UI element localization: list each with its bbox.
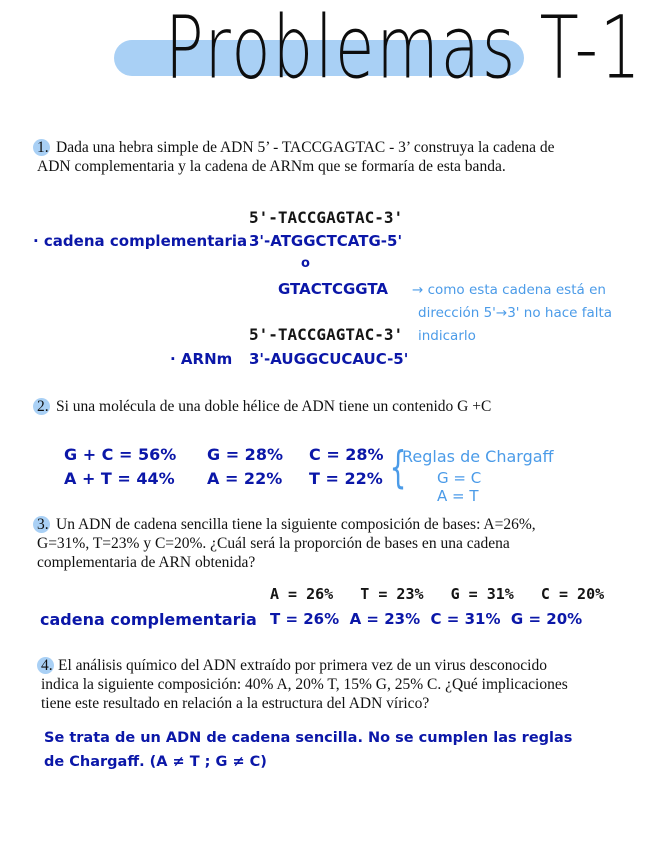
question-1-line-1: Dada una hebra simple de ADN 5’ - TACCGAGTAC - 3’ construya la cadena de (56, 139, 555, 156)
strand-arnm: 3'-AUGGCUCAUC-5' (249, 350, 409, 368)
page-title: Problemas T-1 (165, 0, 643, 100)
question-2-number: 2. (37, 398, 49, 415)
composition-row: A = 26% T = 23% G = 31% C = 20% (270, 585, 605, 603)
rule-g-c: G = C (437, 469, 482, 487)
strand-complementary: 3'-ATGGCTCATG-5' (249, 232, 403, 250)
question-1-line-2: ADN complementaria y la cadena de ARNm que se formaría de esta banda. (37, 158, 506, 175)
note-line-3: indicarlo (418, 328, 476, 344)
label-arnm: · ARNm (170, 350, 233, 368)
question-3-line-3: complementaria de ARN obtenida? (37, 554, 256, 571)
value-c: C = 28% (309, 445, 384, 464)
question-3-number: 3. (37, 516, 49, 533)
brace-icon: { (389, 442, 407, 493)
value-gc: G + C = 56% (64, 445, 177, 464)
value-at: A + T = 44% (64, 469, 175, 488)
strand-reversed: GTACTCGGTA (278, 280, 389, 298)
question-4-line-2: indica la siguiente composición: 40% A, 20% T, 15% G, 25% C. ¿Qué implicaciones (41, 676, 568, 693)
value-a: A = 22% (207, 469, 283, 488)
or-marker: o (301, 256, 310, 271)
rule-a-t: A = T (437, 487, 479, 505)
question-3-line-2: G=31%, T=23% y C=20%. ¿Cuál será la proporción de bases en una cadena (37, 535, 510, 552)
question-4-number: 4. (41, 657, 53, 674)
note-line-1: → como esta cadena está en (412, 282, 606, 298)
label-complementary-chain: cadena complementaria (40, 610, 257, 629)
answer-line-1: Se trata de un ADN de cadena sencilla. No se cumplen las reglas (44, 730, 573, 746)
strand-5-3: 5'-TACCGAGTAC-3' (249, 208, 404, 227)
answer-line-2: de Chargaff. (A ≠ T ; G ≠ C) (44, 754, 267, 770)
question-4-line-1: El análisis químico del ADN extraído por primera vez de un virus desconocido (58, 657, 547, 674)
value-g: G = 28% (207, 445, 283, 464)
chargaff-rules-title: Reglas de Chargaff (402, 447, 554, 466)
question-1-number: 1. (37, 139, 49, 156)
value-t: T = 22% (309, 469, 383, 488)
strand-5-3-repeat: 5'-TACCGAGTAC-3' (249, 325, 404, 344)
question-3-line-1: Un ADN de cadena sencilla tiene la siguiente composición de bases: A=26%, (56, 516, 536, 533)
complementary-row: T = 26% A = 23% C = 31% G = 20% (270, 610, 583, 628)
question-4-line-3: tiene este resultado en relación a la estructura del ADN vírico? (41, 695, 430, 712)
note-line-2: dirección 5'→3' no hace falta (418, 305, 613, 321)
label-complementary-strand: · cadena complementaria (33, 232, 248, 250)
question-2-text: Si una molécula de una doble hélice de ADN tiene un contenido G +C (56, 398, 492, 415)
